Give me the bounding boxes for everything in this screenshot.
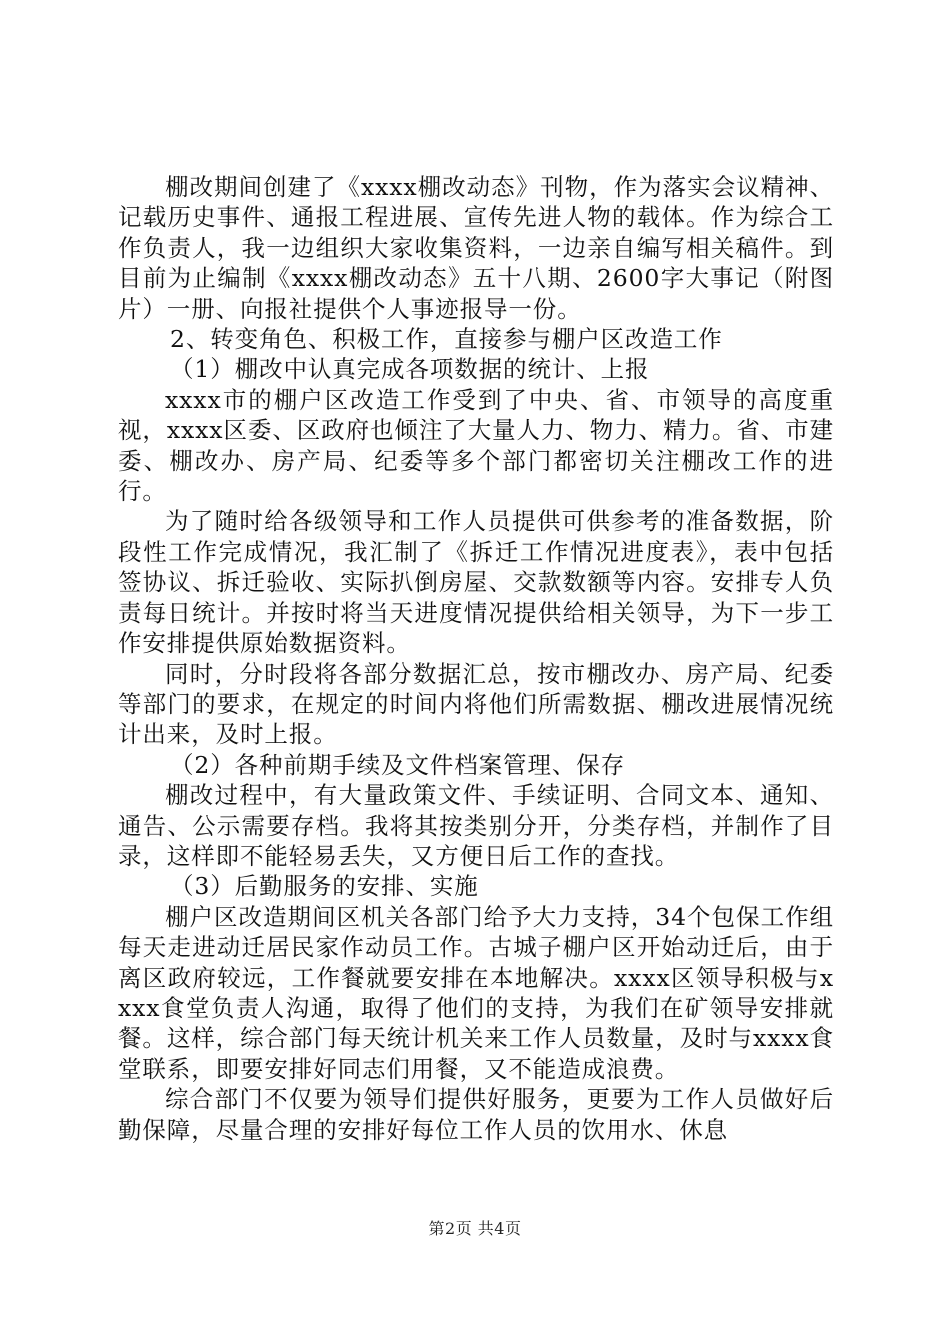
paragraph: 棚改过程中，有大量政策文件、手续证明、合同文本、通知、通告、公示需要存档。我将其按类别分开，分类存档，并制作了目录，这样即不能轻易丢失，又方便日后工作的查找。 [118, 781, 834, 870]
subsection-heading: （2）各种前期手续及文件档案管理、保存 [170, 750, 626, 779]
paragraph: 为了随时给各级领导和工作人员提供可供参考的准备数据，阶段性工作完成情况，我汇制了《拆迁工作情况进度表》，表中包括签协议、拆迁验收、实际扒倒房屋、交款数额等内容。安排专人负责每日统计。并按时将当天进度情况提供给相关领导，为下一步工作安排提供原始数据资料。 [118, 507, 834, 658]
subsection-heading: （3）后勤服务的安排、实施 [170, 872, 479, 901]
paragraph: 棚改期间创建了《xxxx棚改动态》刊物，作为落实会议精神、记载历史事件、通报工程进展、宣传先进人物的载体。作为综合工作负责人，我一边组织大家收集资料，一边亲自编写相关稿件。到目前为止编制《xxxx棚改动态》五十八期、2600字大事记（附图片）一册、向报社提供个人事迹报导一份。 [118, 173, 834, 323]
subsection-heading: （1）棚改中认真完成各项数据的统计、上报 [170, 355, 650, 384]
paragraph: 综合部门不仅要为领导们提供好服务，更要为工作人员做好后勤保障，尽量合理的安排好每位工作人员的饮用水、休息 [118, 1085, 834, 1144]
paragraph: 同时，分时段将各部分数据汇总，按市棚改办、房产局、纪委等部门的要求，在规定的时间内将他们所需数据、棚改进展情况统计出来，及时上报。 [118, 659, 834, 749]
section-heading: 2、转变角色、积极工作，直接参与棚户区改造工作 [170, 325, 723, 354]
document-body [118, 172, 834, 1145]
page-footer: 第2页 共4页 [428, 1219, 522, 1238]
paragraph: 棚户区改造期间区机关各部门给予大力支持，34个包保工作组每天走进动迁居民家作动员工作。古城子棚户区开始动迁后，由于离区政府较远，工作餐就要安排在本地解决。xxxx区领导积极与xxxx食堂负责人沟通，取得了他们的支持，为我们在矿领导安排就餐。这样，综合部门每天统计机关来工作人员数量，及时与xxxx食堂联系，即要安排好同志们用餐，又不能造成浪费。 [118, 902, 834, 1083]
paragraph: xxxx市的棚户区改造工作受到了中央、省、市领导的高度重视，xxxx区委、区政府也倾注了大量人力、物力、精力。省、市建委、棚改办、房产局、纪委等多个部门都密切关注棚改工作的进行。 [118, 385, 834, 506]
